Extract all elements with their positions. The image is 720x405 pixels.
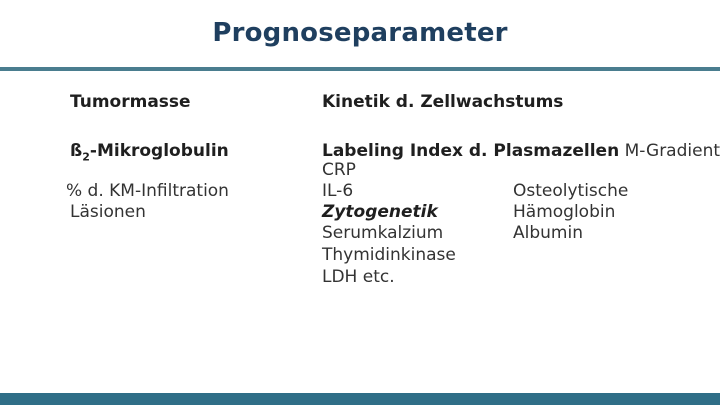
item-il6: IL-6 <box>322 181 354 201</box>
item-albumin: Albumin <box>513 223 583 243</box>
item-hemoglobin: Hämoglobin <box>513 202 616 222</box>
item-thymidine-kinase: Thymidinkinase <box>322 245 456 265</box>
slide-title: Prognoseparameter <box>212 18 508 48</box>
beta2-suffix: -Mikroglobulin <box>89 141 229 161</box>
heading-cell-growth-kinetics: Kinetik d. Zellwachstums <box>322 92 564 112</box>
beta2-subscript: 2 <box>82 150 90 164</box>
item-beta2-microglobulin <box>70 141 229 162</box>
heading-tumormasse: Tumormasse <box>70 92 191 112</box>
item-osteolytic: Osteolytische <box>513 181 629 201</box>
footer-bar <box>0 393 720 405</box>
item-ldh: LDH etc. <box>322 267 395 287</box>
item-km-infiltration: % d. KM-Infiltration <box>66 181 229 201</box>
beta2-prefix: ß <box>70 141 83 161</box>
row-labeling-index <box>322 141 720 162</box>
item-serum-calcium: Serumkalzium <box>322 223 444 243</box>
item-cytogenetics: Zytogenetik <box>322 202 438 222</box>
item-labeling-index: Labeling Index d. Plasmazellen <box>322 141 620 161</box>
item-m-gradient: M-Gradient <box>624 141 720 161</box>
item-crp: CRP <box>322 160 356 180</box>
title-divider <box>0 67 720 71</box>
item-lesions: Läsionen <box>70 202 146 222</box>
